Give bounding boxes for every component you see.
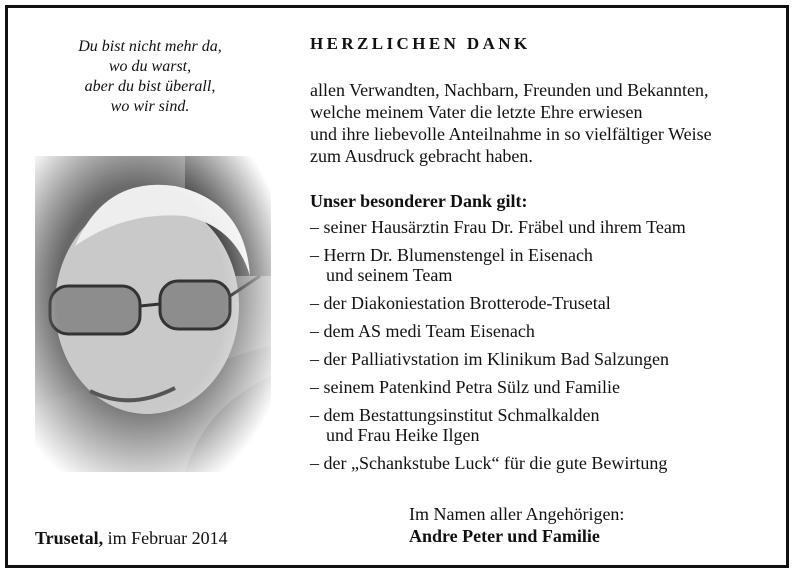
poem-line: wo du warst,: [108, 58, 192, 75]
place-date-text: im Februar 2014: [107, 528, 228, 548]
thanks-list: [310, 217, 686, 481]
intro-line: welche meinem Vater die letzte Ehre erwiesen: [310, 102, 643, 122]
thanks-item: [310, 377, 686, 397]
family-name: Andre Peter und Familie: [409, 526, 600, 546]
portrait-photo: [35, 156, 271, 472]
poem-line: wo wir sind.: [110, 98, 190, 115]
thanks-item: [310, 245, 686, 285]
thanks-item-line: – der Diakoniestation Brotterode-Trusetal: [310, 293, 611, 313]
thanks-item: [310, 293, 686, 313]
intro-line: und ihre liebevolle Anteilnahme in so vielfältiger Weise: [310, 124, 712, 144]
signoff: [409, 503, 624, 547]
thanks-item-line: – seinem Patenkind Petra Sülz und Familie: [310, 377, 620, 397]
thanks-item: [310, 405, 686, 445]
place-date: [35, 528, 228, 549]
thanks-title: Unser besonderer Dank gilt:: [310, 191, 528, 211]
poem-line: aber du bist überall,: [84, 78, 216, 95]
thanks-item-line: und Frau Heike Ilgen: [326, 425, 480, 445]
thanks-item: [310, 349, 686, 369]
thanks-item-line: – der „Schankstube Luck“ für die gute Bewirtung: [310, 453, 668, 473]
thanks-item-line: – Herrn Dr. Blumenstengel in Eisenach: [310, 245, 593, 265]
notice-heading: HERZLICHEN DANK: [310, 34, 531, 53]
poem: [30, 37, 270, 117]
thanks-item: [310, 453, 686, 473]
thanks-item-line: – der Palliativstation im Klinikum Bad Salzungen: [310, 349, 669, 369]
poem-line: Du bist nicht mehr da,: [78, 38, 222, 55]
thanks-item-line: – dem Bestattungsinstitut Schmalkalden: [310, 405, 600, 425]
intro-line: allen Verwandten, Nachbarn, Freunden und Bekannten,: [310, 80, 709, 100]
thanks-item-line: – dem AS medi Team Eisenach: [310, 321, 535, 341]
thanks-item-line: – seiner Hausärztin Frau Dr. Fräbel und ihrem Team: [310, 217, 686, 237]
thanks-item: [310, 321, 686, 341]
thanks-item: [310, 217, 686, 237]
portrait-image: [35, 156, 271, 472]
place-town: Trusetal,: [35, 528, 104, 548]
intro-text: [310, 79, 712, 167]
thanks-item-line: und seinem Team: [326, 265, 453, 285]
intro-line: zum Ausdruck gebracht haben.: [310, 146, 533, 166]
signoff-line: Im Namen aller Angehörigen:: [409, 504, 625, 524]
